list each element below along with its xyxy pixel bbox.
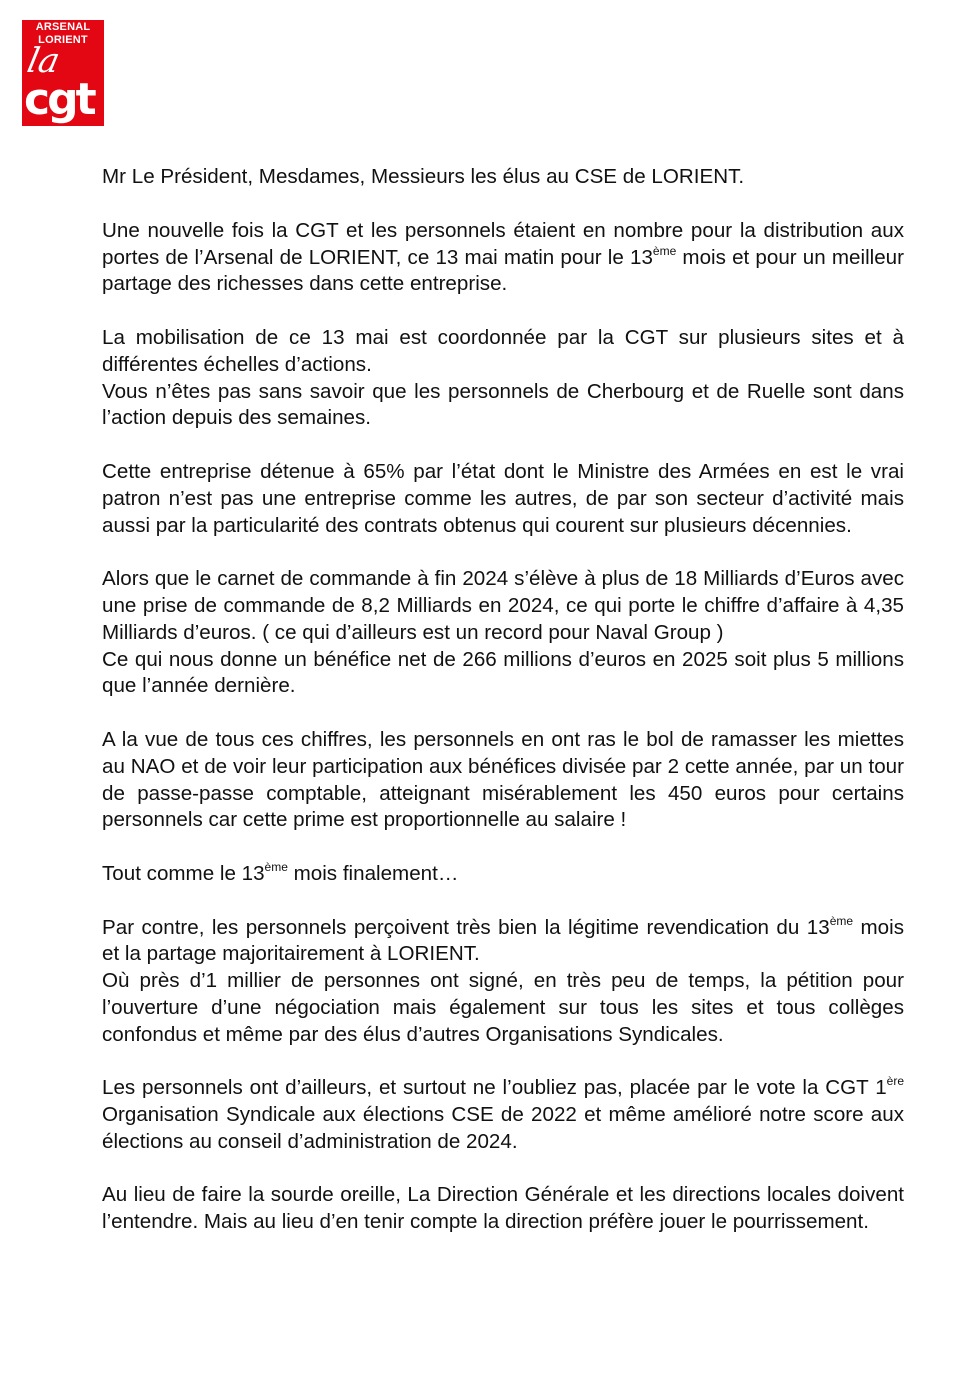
- paragraph-revendication-line-2: Où près d’1 millier de personnes ont signé, en très peu de temps, la pétition pour l’ouverture d’une négociation mais également sur tous les sites et tous collèges confondus et même par des élus d’autres Organisations Syndicales.: [102, 969, 904, 1046]
- paragraph-13eme-mois: [102, 861, 904, 888]
- paragraph-revendication-text-b: mois et la partage majoritairement à LORIENT.: [102, 915, 904, 966]
- paragraph-chiffres: [102, 566, 904, 700]
- superscript-eme: ème: [829, 913, 854, 928]
- paragraph-entreprise: Cette entreprise détenue à 65% par l’état dont le Ministre des Armées en est le vrai patron n’est pas une entreprise comme les autres, de par son secteur d’activité mais aussi par la particularité des contrats obtenus qui courent sur plusieurs décennies.: [102, 459, 904, 537]
- paragraph-participation: A la vue de tous ces chiffres, les personnels en ont ras le bol de ramasser les miettes au NAO et de voir leur participation aux bénéfices divisée par 2 cette année, par un tour de passe-passe comptable, atteignant misérablement les 450 euros pour certains personnels car cette prime est proportionnelle au salaire !: [102, 727, 904, 832]
- superscript-eme: ème: [264, 859, 288, 874]
- paragraph-chiffres-line-1: Alors que le carnet de commande à fin 2024 s’élève à plus de 18 Milliards d’Euros avec une prise de commande de 8,2 Milliards en 2024, ce qui porte le chiffre d’affaire à 4,35 Milliards d’euros. ( ce qui d’ailleurs est un record pour Naval Group ): [102, 567, 904, 644]
- logo-lorient-text: LORIENT: [38, 34, 88, 46]
- paragraph-distribution-text-b: mois et pour un meilleur partage des richesses dans cette entreprise.: [102, 245, 904, 296]
- paragraph-mobilisation-line-1: La mobilisation de ce 13 mai est coordonnée par la CGT sur plusieurs sites et à différentes échelles d’actions.: [102, 325, 904, 376]
- paragraph-distribution-text-a: Une nouvelle fois la CGT et les personnels étaient en nombre pour la distribution aux portes de l’Arsenal de LORIENT, ce 13 mai matin pour le 13: [102, 218, 904, 269]
- paragraph-distribution: [102, 218, 904, 298]
- superscript-ere: ère: [886, 1074, 904, 1089]
- salutation: Mr Le Président, Mesdames, Messieurs les élus au CSE de LORIENT.: [102, 165, 745, 188]
- paragraph-elections-text-a: Les personnels ont d’ailleurs, et surtout ne l’oubliez pas, placée par le vote la CGT 1: [102, 1076, 887, 1100]
- logo-cgt-mark: cgt: [24, 74, 94, 125]
- paragraph-mobilisation: [102, 325, 904, 432]
- superscript-eme: ème: [652, 243, 677, 258]
- paragraph-chiffres-line-2: Ce qui nous donne un bénéfice net de 266 millions d’euros en 2025 soit plus 5 millions que l’année dernière.: [102, 647, 904, 698]
- paragraph-elections-text-b: Organisation Syndicale aux élections CSE de 2022 et même amélioré notre score aux élections au conseil d’administration de 2024.: [102, 1103, 904, 1153]
- paragraph-revendication-text-a: Par contre, les personnels perçoivent très bien la légitime revendication du 13: [102, 915, 830, 939]
- letter-body: [102, 164, 904, 1263]
- logo-arsenal-text: ARSENAL: [35, 21, 91, 33]
- paragraph-revendication: [102, 915, 904, 1049]
- paragraph-13eme-mois-text-b: mois finalement…: [287, 861, 459, 885]
- paragraph-direction: Au lieu de faire la sourde oreille, La Direction Générale et les directions locales doivent l’entendre. Mais au lieu d’en tenir compte la direction préfère jouer le pourrissement.: [102, 1183, 904, 1234]
- paragraph-elections: [102, 1075, 904, 1155]
- cgt-arsenal-lorient-logo: [22, 20, 104, 126]
- paragraph-mobilisation-line-2: Vous n’êtes pas sans savoir que les personnels de Cherbourg et de Ruelle sont dans l’action depuis des semaines.: [102, 379, 904, 430]
- logo-la-script: la: [23, 41, 64, 81]
- paragraph-13eme-mois-text-a: Tout comme le 13: [102, 861, 265, 885]
